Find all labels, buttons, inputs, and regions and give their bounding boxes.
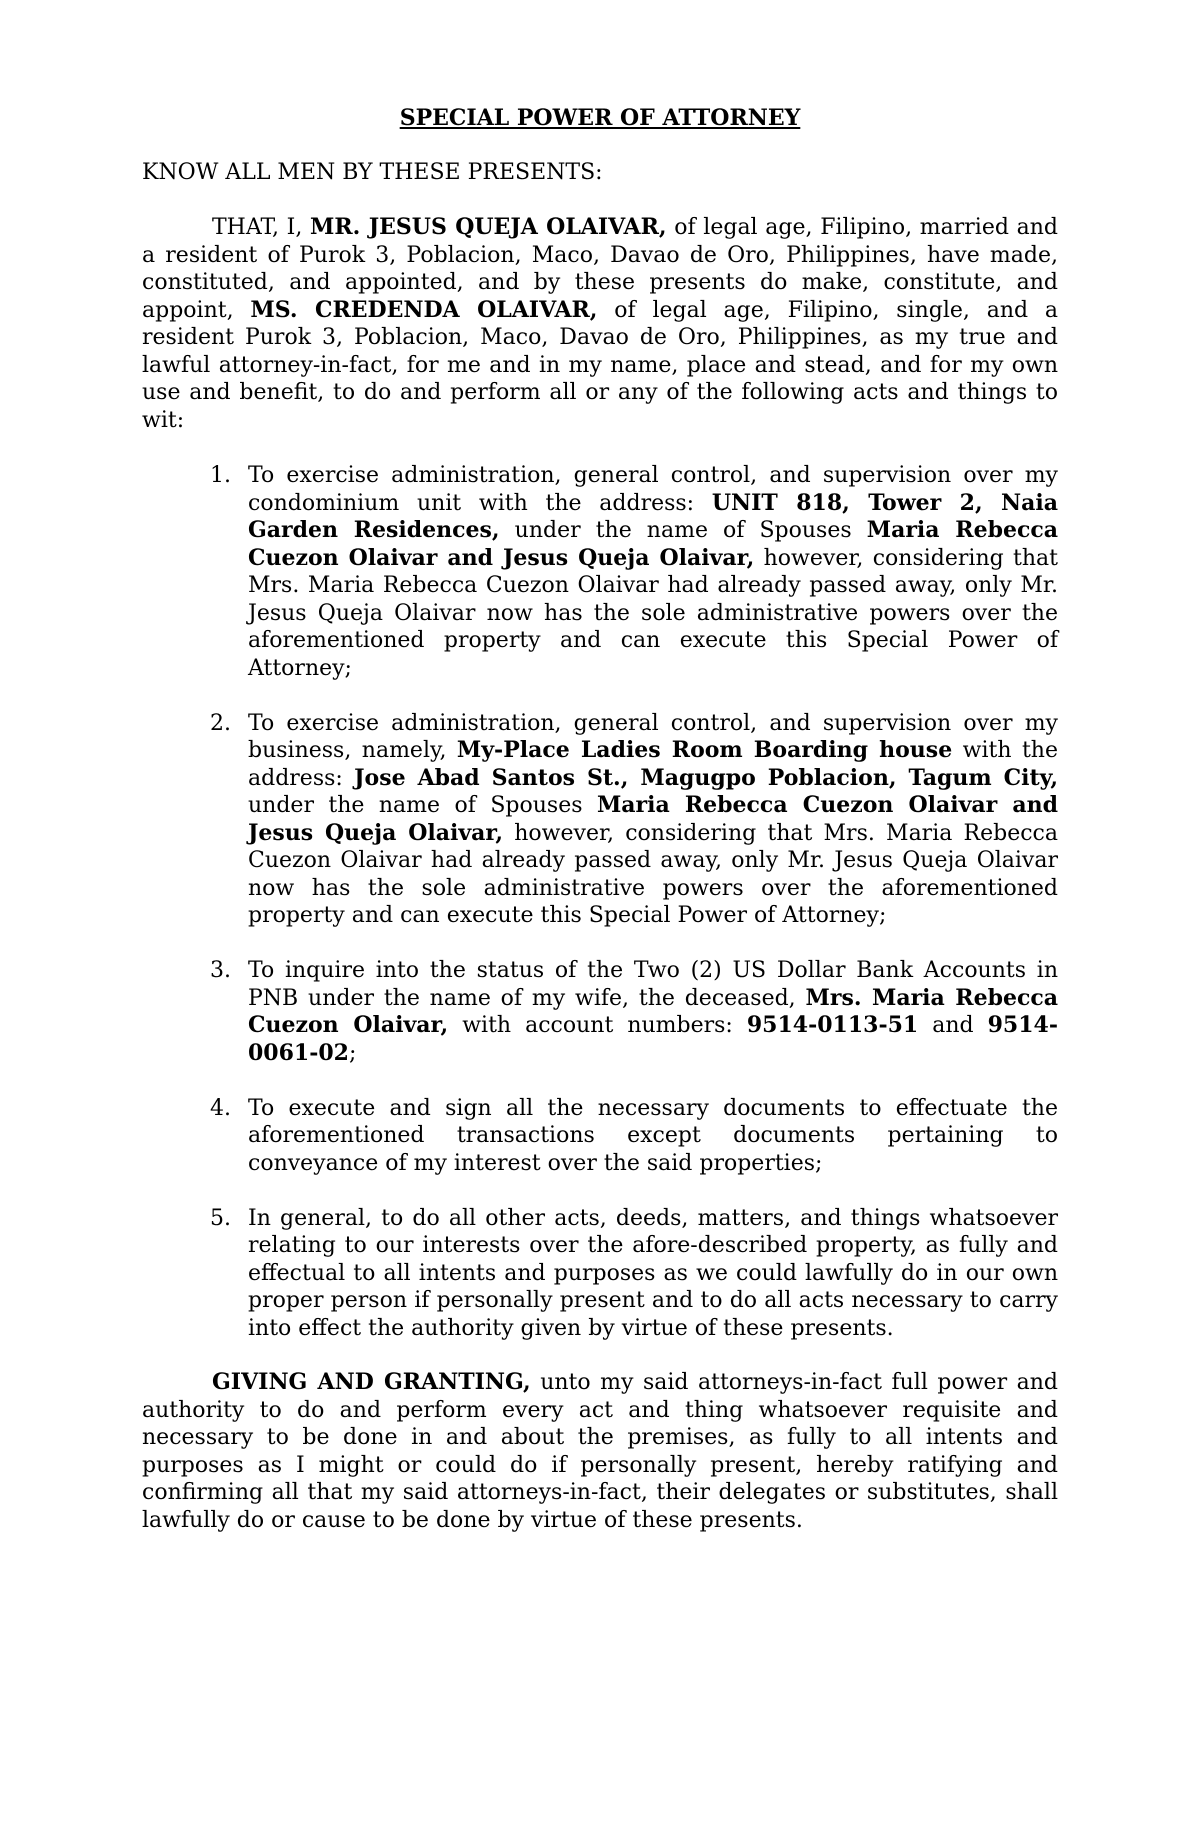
text-run: THAT, I, (212, 215, 311, 240)
list-item (210, 710, 1058, 930)
giving-paragraph (142, 1369, 1058, 1534)
text-run: under the name of Spouses (248, 793, 597, 818)
list-item (210, 1205, 1058, 1343)
text-run: ; (348, 1040, 357, 1066)
greeting-heading: KNOW ALL MEN BY THESE PRESENTS: (142, 160, 603, 185)
list-item (210, 462, 1059, 682)
text-run: of legal age, Filipino, single, and a resident Purok 3, Poblacion, Maco, Davao de Oro, Philippines, as my true and lawful attorney-in-fact, for me and in my name, place and stead, and for my own use and benefit, to do and perform all or any of the following acts and things to wit: (142, 297, 1058, 433)
text-run: To exercise administration, general control, and supervision over my business, namely, (248, 710, 1058, 763)
text-run: however, considering that Mrs. Maria Rebecca Cuezon Olaivar had already passed away, only Mr. Jesus Queja Olaivar now has the sole administrative powers over the aforementioned property and can execute this Special Power of Attorney; (248, 545, 1058, 681)
text-run: To execute and sign all the necessary documents to effectuate the aforementioned transactions except documents pertaining to conveyance of my interest over the said properties; (248, 1095, 1058, 1176)
intro-paragraph (142, 214, 1058, 434)
list-item-number: 3. (210, 958, 231, 983)
text-run: with account numbers: (448, 1013, 747, 1038)
text-run: and (918, 1013, 988, 1038)
list-item-number: 4. (210, 1095, 231, 1121)
document-title: SPECIAL POWER OF ATTORNEY (399, 105, 801, 131)
list-item-number: 2. (210, 710, 231, 736)
bold-text-run: Jose Abad Santos St., Magugpo Poblacion, Tagum City, (354, 764, 1058, 791)
text-run: In general, to do all other acts, deeds, matters, and things whatsoever relating to our interests over the afore-described property, as fully and effectual to all intents and purposes as we could lawfully do in our own proper person if personally present and to do all acts necessary to carry into effect the authority given by virtue of these presents. (248, 1205, 1058, 1341)
text-run: under the name of Spouses (499, 518, 867, 543)
list-item-number: 1. (210, 463, 231, 488)
powers-list (142, 462, 1058, 1342)
text-run: with the address: (248, 738, 1058, 791)
text-run: unto my said attorneys-in-fact full power and authority to do and perform every act and thing whatsoever requisite and necessary to be done in and about the premises, as fully to all intents and purposes as I might or could do if personally present, hereby ratifying and confirming all that my said attorneys-in-fact, their delegates or substitutes, shall lawfully do or cause to be done by virtue of these presents. (142, 1370, 1058, 1533)
document-page (142, 104, 1058, 1534)
bold-text-run: My-Place Ladies Room Boarding house (456, 737, 953, 763)
bold-text-run: 9514-0113-51 (746, 1012, 919, 1038)
bold-text-run: MS. CREDENDA OLAIVAR, (250, 296, 598, 323)
list-item (210, 1095, 1058, 1178)
bold-text-run: Maria Rebecca Cuezon Olaivar and Jesus Queja Olaivar, (248, 792, 1058, 846)
bold-text-run: Maria Rebecca Cuezon Olaivar and Jesus Queja Olaivar, (248, 517, 1058, 571)
bold-text-run: UNIT 818, Tower 2, Naia Garden Residences, (248, 489, 1059, 543)
list-item (210, 957, 1058, 1067)
text-run: however, considering that Mrs. Maria Rebecca Cuezon Olaivar had already passed away, only Mr. Jesus Queja Olaivar now has the sole administrative powers over the aforementioned property and can execute this Special Power of Attorney; (248, 820, 1058, 928)
text-run: To exercise administration, general control, and supervision over my condominium unit with the address: (248, 463, 1058, 516)
bold-text-run: Mrs. Maria Rebecca Cuezon Olaivar, (248, 984, 1058, 1038)
bold-text-run: 9514-0061-02 (248, 1012, 1058, 1066)
list-item-number: 5. (210, 1205, 231, 1231)
bold-text-run: GIVING AND GRANTING, (212, 1369, 531, 1395)
text-run: To inquire into the status of the Two (2) US Dollar Bank Accounts in PNB under the name of my wife, the deceased, (248, 958, 1058, 1011)
text-run: of legal age, Filipino, married and a resident of Purok 3, Poblacion, Maco, Davao de Oro, Philippines, have made, constituted, and appointed, and by these presents do make, constitute, and appoint, (142, 215, 1058, 323)
bold-text-run: MR. JESUS QUEJA OLAIVAR, (310, 214, 667, 240)
